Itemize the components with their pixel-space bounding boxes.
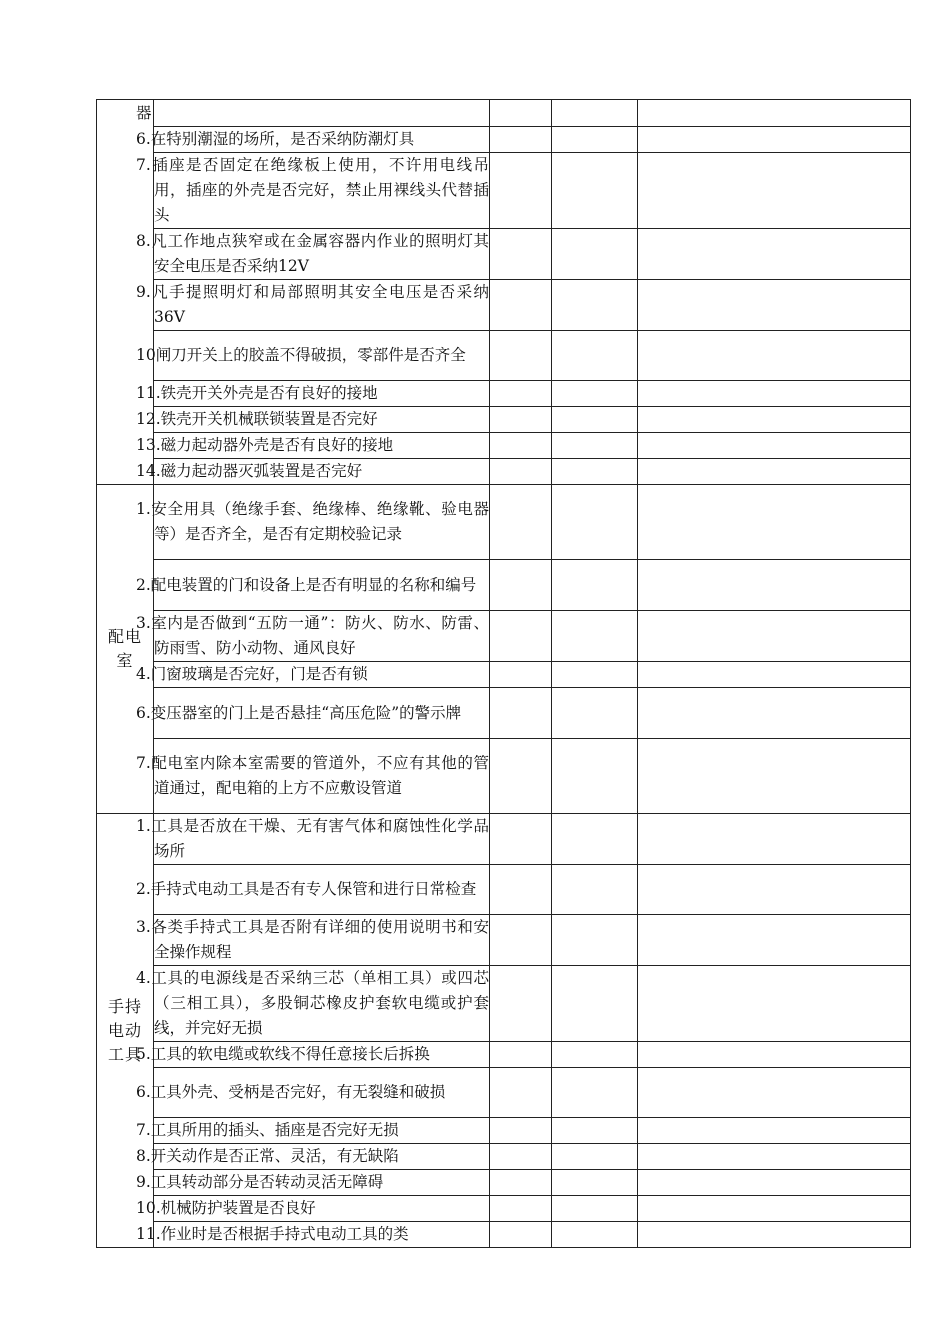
notes-cell[interactable]: [638, 407, 911, 433]
table-row: [97, 1170, 911, 1196]
table-row: [97, 331, 911, 381]
remark-cell[interactable]: [552, 915, 638, 966]
table-row: [97, 865, 911, 915]
check-item: 6.变压器室的门上是否悬挂“高压危险”的警示牌: [154, 688, 490, 739]
table-row: [97, 611, 911, 662]
remark-cell[interactable]: [552, 485, 638, 560]
table-row: [97, 433, 911, 459]
check-item: 1.安全用具（绝缘手套、绝缘棒、绝缘靴、验电器等）是否齐全，是否有定期校验记录: [154, 485, 490, 560]
remark-cell[interactable]: [552, 739, 638, 814]
notes-cell[interactable]: [638, 915, 911, 966]
notes-cell[interactable]: [638, 1170, 911, 1196]
notes-cell[interactable]: [638, 1068, 911, 1118]
result-cell[interactable]: [490, 1068, 552, 1118]
notes-cell[interactable]: [638, 1196, 911, 1222]
table-row: [97, 100, 911, 127]
table-row: [97, 915, 911, 966]
check-item: 11.作业时是否根据手持式电动工具的类: [154, 1222, 490, 1248]
table-row: [97, 688, 911, 739]
check-item: 10闸刀开关上的胶盖不得破损，零部件是否齐全: [154, 331, 490, 381]
remark-cell[interactable]: [552, 127, 638, 153]
result-cell[interactable]: [490, 966, 552, 1042]
notes-cell[interactable]: [638, 1042, 911, 1068]
table-row: [97, 381, 911, 407]
result-cell[interactable]: [490, 814, 552, 865]
notes-cell[interactable]: [638, 1144, 911, 1170]
remark-cell[interactable]: [552, 865, 638, 915]
check-item: 7.工具所用的插头、插座是否完好无损: [154, 1118, 490, 1144]
result-cell[interactable]: [490, 433, 552, 459]
notes-cell[interactable]: [638, 814, 911, 865]
category-line: 室: [116, 651, 134, 670]
check-item: 7.插座是否固定在绝缘板上使用，不许用电线吊用，插座的外壳是否完好，禁止用裸线头代替插头: [154, 153, 490, 229]
notes-cell[interactable]: [638, 1118, 911, 1144]
check-item: 4.门窗玻璃是否完好，门是否有锁: [154, 662, 490, 688]
check-item: 8.开关动作是否正常、灵活，有无缺陷: [154, 1144, 490, 1170]
remark-cell[interactable]: [552, 1170, 638, 1196]
notes-cell[interactable]: [638, 280, 911, 331]
remark-cell[interactable]: [552, 1222, 638, 1248]
check-item: 3.各类手持式工具是否附有详细的使用说明书和安全操作规程: [154, 915, 490, 966]
table-row: [97, 127, 911, 153]
remark-cell[interactable]: [552, 1196, 638, 1222]
check-item: 14.磁力起动器灭弧装置是否完好: [154, 459, 490, 485]
notes-cell[interactable]: [638, 331, 911, 381]
remark-cell[interactable]: [552, 433, 638, 459]
checklist-body: [97, 100, 911, 1248]
notes-cell[interactable]: [638, 662, 911, 688]
result-cell[interactable]: [490, 560, 552, 611]
notes-cell[interactable]: [638, 381, 911, 407]
check-item: 12.铁壳开关机械联锁装置是否完好: [154, 407, 490, 433]
table-row: [97, 1196, 911, 1222]
table-row: [97, 662, 911, 688]
result-cell[interactable]: [490, 611, 552, 662]
remark-cell[interactable]: [552, 459, 638, 485]
result-cell[interactable]: [490, 739, 552, 814]
result-cell[interactable]: [490, 1196, 552, 1222]
notes-cell[interactable]: [638, 100, 911, 127]
table-row: [97, 1068, 911, 1118]
remark-cell[interactable]: [552, 280, 638, 331]
remark-cell[interactable]: [552, 381, 638, 407]
table-row: [97, 814, 911, 865]
notes-cell[interactable]: [638, 153, 911, 229]
notes-cell[interactable]: [638, 865, 911, 915]
remark-cell[interactable]: [552, 153, 638, 229]
remark-cell[interactable]: [552, 1144, 638, 1170]
notes-cell[interactable]: [638, 433, 911, 459]
result-cell[interactable]: [490, 331, 552, 381]
remark-cell[interactable]: [552, 611, 638, 662]
check-item: 7.配电室内除本室需要的管道外，不应有其他的管道通过，配电箱的上方不应敷设管道: [154, 739, 490, 814]
notes-cell[interactable]: [638, 229, 911, 280]
check-item: 4.工具的电源线是否采纳三芯（单相工具）或四芯（三相工具），多股铜芯橡皮护套软电缆或护套线，并完好无损: [154, 966, 490, 1042]
table-row: [97, 229, 911, 280]
table-row: [97, 485, 911, 560]
check-item: 器: [154, 100, 490, 127]
category-line: 电动: [107, 1020, 142, 1040]
result-cell[interactable]: [490, 1042, 552, 1068]
check-item: 6.在特别潮湿的场所，是否采纳防潮灯具: [154, 127, 490, 153]
table-row: [97, 280, 911, 331]
result-cell[interactable]: [490, 229, 552, 280]
table-row: [97, 966, 911, 1042]
table-row: [97, 739, 911, 814]
inspection-checklist-table: [96, 99, 911, 1248]
table-row: [97, 1042, 911, 1068]
table-row: [97, 1118, 911, 1144]
remark-cell[interactable]: [552, 1118, 638, 1144]
notes-cell[interactable]: [638, 688, 911, 739]
check-item: 6.工具外壳、受柄是否完好，有无裂缝和破损: [154, 1068, 490, 1118]
remark-cell[interactable]: [552, 560, 638, 611]
notes-cell[interactable]: [638, 560, 911, 611]
check-item: 9.工具转动部分是否转动灵活无障碍: [154, 1170, 490, 1196]
check-item: 10.机械防护装置是否良好: [154, 1196, 490, 1222]
result-cell[interactable]: [490, 381, 552, 407]
result-cell[interactable]: [490, 280, 552, 331]
check-item: 2.手持式电动工具是否有专人保管和进行日常检查: [154, 865, 490, 915]
notes-cell[interactable]: [638, 966, 911, 1042]
notes-cell[interactable]: [638, 127, 911, 153]
notes-cell[interactable]: [638, 1222, 911, 1248]
remark-cell[interactable]: [552, 100, 638, 127]
check-item: 8.凡工作地点狭窄或在金属容器内作业的照明灯其安全电压是否采纳12V: [154, 229, 490, 280]
table-row: [97, 153, 911, 229]
result-cell[interactable]: [490, 1170, 552, 1196]
check-item: 5.工具的软电缆或软线不得任意接长后拆换: [154, 1042, 490, 1068]
result-cell[interactable]: [490, 1144, 552, 1170]
remark-cell[interactable]: [552, 966, 638, 1042]
result-cell[interactable]: [490, 459, 552, 485]
remark-cell[interactable]: [552, 407, 638, 433]
remark-cell[interactable]: [552, 1042, 638, 1068]
notes-cell[interactable]: [638, 485, 911, 560]
notes-cell[interactable]: [638, 611, 911, 662]
result-cell[interactable]: [490, 915, 552, 966]
result-cell[interactable]: [490, 153, 552, 229]
check-item: 1.工具是否放在干燥、无有害气体和腐蚀性化学品场所: [154, 814, 490, 865]
result-cell[interactable]: [490, 688, 552, 739]
result-cell[interactable]: [490, 1118, 552, 1144]
remark-cell[interactable]: [552, 1068, 638, 1118]
category-line: 配电: [107, 627, 142, 646]
result-cell[interactable]: [490, 407, 552, 433]
result-cell[interactable]: [490, 485, 552, 560]
result-cell[interactable]: [490, 662, 552, 688]
remark-cell[interactable]: [552, 662, 638, 688]
result-cell[interactable]: [490, 1222, 552, 1248]
check-item: 11.铁壳开关外壳是否有良好的接地: [154, 381, 490, 407]
check-item: 9.凡手提照明灯和局部照明其安全电压是否采纳36V: [154, 280, 490, 331]
check-item: 2.配电装置的门和设备上是否有明显的名称和编号: [154, 560, 490, 611]
remark-cell[interactable]: [552, 229, 638, 280]
category-line: 手持: [107, 996, 142, 1016]
table-row: [97, 459, 911, 485]
table-row: [97, 560, 911, 611]
remark-cell[interactable]: [552, 331, 638, 381]
check-item: 3.室内是否做到“五防一通”：防火、防水、防雷、防雨雪、防小动物、通风良好: [154, 611, 490, 662]
result-cell[interactable]: [490, 100, 552, 127]
result-cell[interactable]: [490, 127, 552, 153]
result-cell[interactable]: [490, 865, 552, 915]
notes-cell[interactable]: [638, 459, 911, 485]
check-item: 13.磁力起动器外壳是否有良好的接地: [154, 433, 490, 459]
remark-cell[interactable]: [552, 688, 638, 739]
table-row: [97, 407, 911, 433]
category-line: 工具: [107, 1044, 142, 1064]
remark-cell[interactable]: [552, 814, 638, 865]
notes-cell[interactable]: [638, 739, 911, 814]
table-row: [97, 1222, 911, 1248]
table-row: [97, 1144, 911, 1170]
